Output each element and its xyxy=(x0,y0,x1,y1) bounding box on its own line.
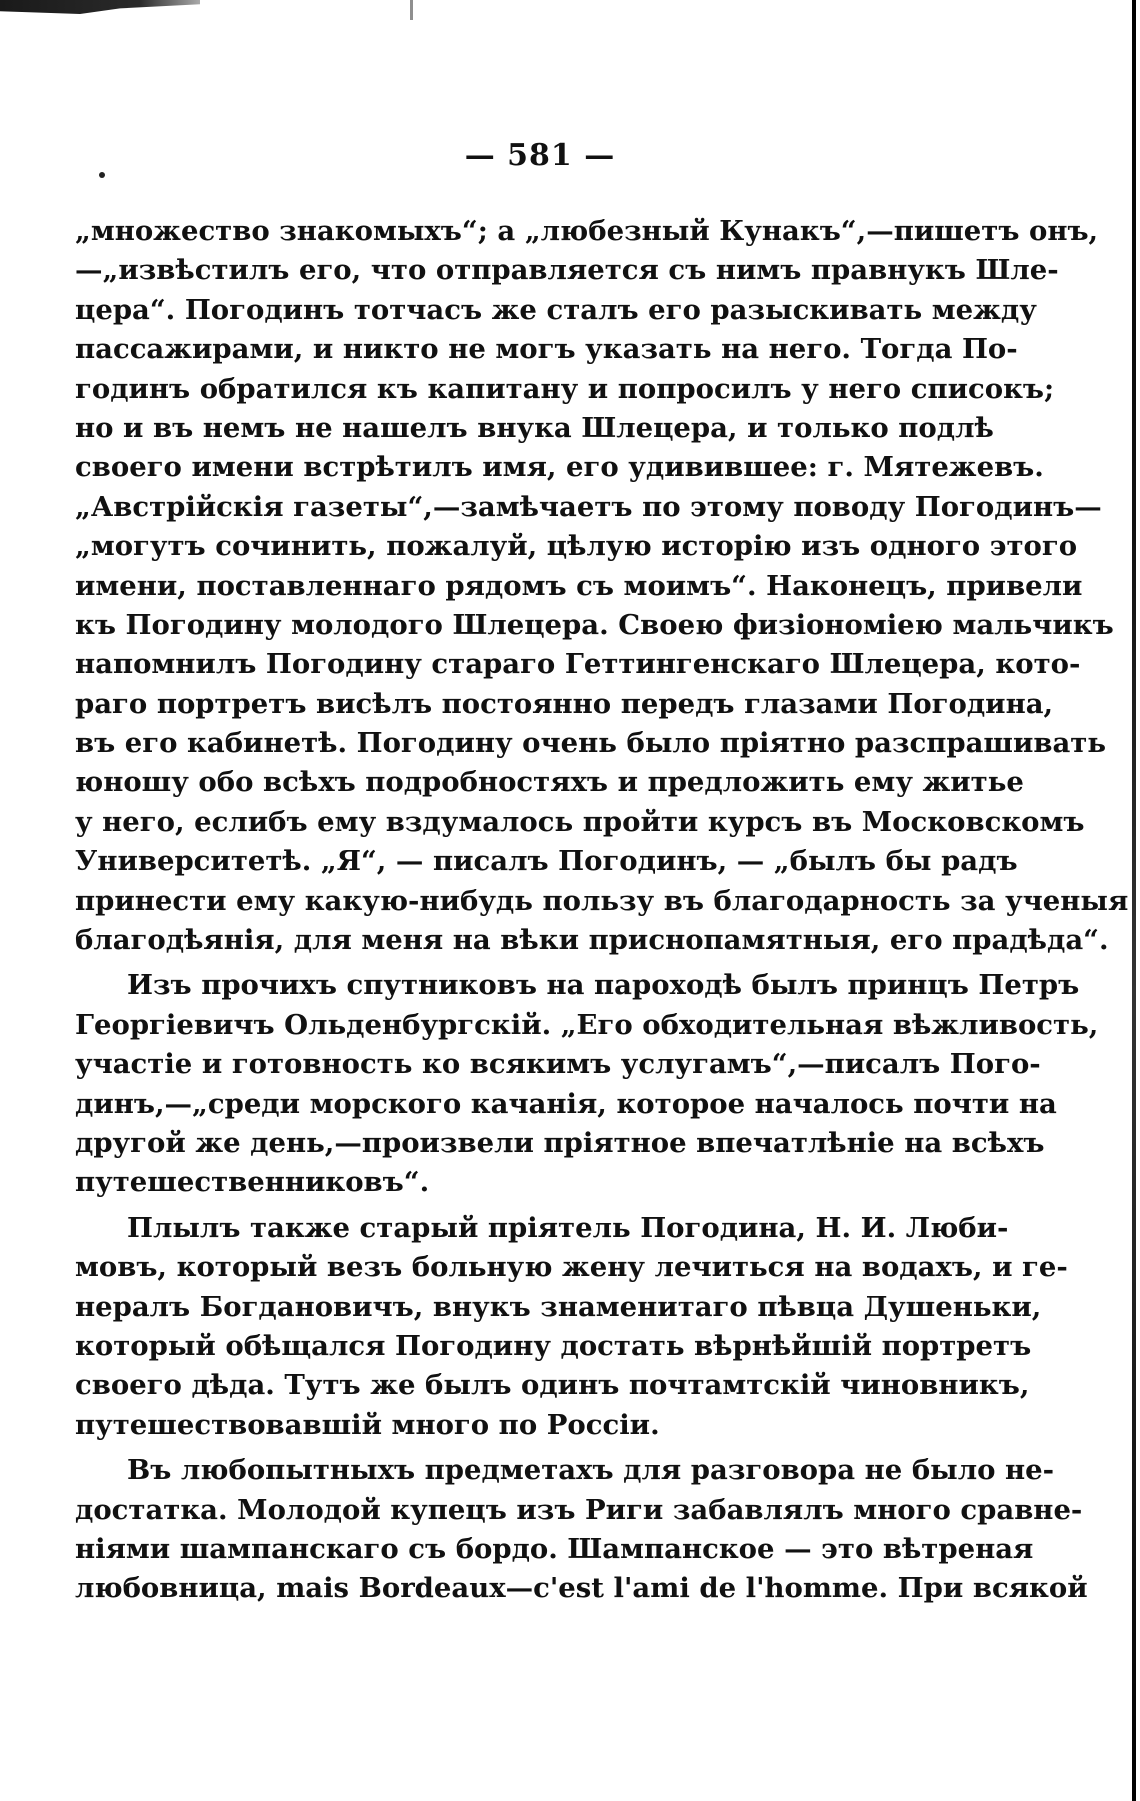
scan-artifact-top-left xyxy=(0,0,200,14)
scan-artifact-top-center xyxy=(410,0,413,20)
text-line: Плылъ также старый пріятель Погодина, Н. И. Люби- xyxy=(127,1211,1009,1244)
paragraph-4 xyxy=(75,1451,1088,1609)
text-line: достатка. Молодой купецъ изъ Риги забавлялъ много сравне- xyxy=(75,1493,1083,1526)
text-line: „множество знакомыхъ“; а „любезный Кунакъ“,—пишетъ онъ, xyxy=(75,215,1099,247)
text-line: путешествовавшій много по Россіи. xyxy=(75,1408,660,1441)
text-line: у него, еслибъ ему вздумалось пройти курсъ въ Московскомъ xyxy=(75,805,1085,838)
text-line: Изъ прочихъ спутниковъ на пароходѣ былъ принцъ Петръ xyxy=(127,969,1080,1002)
text-line: благодѣянія, для меня на вѣки приснопамятныя, его прадѣда“. xyxy=(75,924,1109,957)
text-line: напомнилъ Погодину стараго Геттингенскаго Шлецера, кото- xyxy=(75,648,1081,681)
text-line: къ Погодину молодого Шлецера. Своею физіономіею мальчикъ xyxy=(75,608,1114,641)
paragraph-3 xyxy=(75,1209,1068,1445)
paragraph-2 xyxy=(75,966,1099,1202)
text-line: своего имени встрѣтилъ имя, его удивившее: г. Мятежевъ. xyxy=(75,451,1044,484)
text-line: цера“. Погодинъ тотчасъ же сталъ его разыскивать между xyxy=(75,293,1037,326)
text-line: —„извѣстилъ его, что отправляется съ нимъ правнукъ Шле- xyxy=(75,254,1059,287)
body-text xyxy=(75,212,1129,1609)
text-line: Въ любопытныхъ предметахъ для разговора не было не- xyxy=(127,1454,1055,1487)
text-line: нералъ Богдановичъ, внукъ знаменитаго пѣвца Душеньки, xyxy=(75,1290,1042,1323)
text-line: имени, поставленнаго рядомъ съ моимъ“. Наконецъ, привели xyxy=(75,569,1083,602)
text-line: мовъ, который везъ больную жену лечиться на водахъ, и ге- xyxy=(75,1251,1068,1284)
text-line: своего дѣда. Тутъ же былъ одинъ почтамтскій чиновникъ, xyxy=(75,1369,1030,1402)
text-line: но и въ немъ не нашелъ внука Шлецера, и только подлѣ xyxy=(75,411,994,444)
paragraph-1 xyxy=(75,212,1129,960)
page-number: — 581 — xyxy=(464,138,616,173)
text-line: участіе и готовность ко всякимъ услугамъ“,—писалъ Пого- xyxy=(75,1048,1041,1081)
text-line: принести ему какую-нибудь пользу въ благодарность за ученыя xyxy=(75,884,1129,917)
text-line: ніями шампанскаго съ бордо. Шампанское — это вѣтреная xyxy=(75,1532,1034,1565)
scan-artifact-right-edge xyxy=(1132,0,1136,1801)
text-line: пассажирами, и никто не могъ указать на него. Тогда По- xyxy=(75,333,1018,366)
text-line: Университетѣ. „Я“, — писалъ Погодинъ, — „былъ бы радъ xyxy=(75,845,1018,878)
text-line: любовница, mais Bordeaux—c'est l'ami de l'homme. При всякой xyxy=(75,1572,1088,1605)
text-line: раго портретъ висѣлъ постоянно передъ глазами Погодина, xyxy=(75,687,1054,720)
text-line: который обѣщался Погодину достать вѣрнѣйшій портретъ xyxy=(75,1329,1032,1362)
text-line: путешественниковъ“. xyxy=(75,1166,430,1199)
text-line: динъ,—„среди морского качанія, которое началось почти на xyxy=(75,1087,1057,1120)
text-line: юношу обо всѣхъ подробностяхъ и предложить ему житье xyxy=(75,766,1024,799)
text-line: Георгіевичъ Ольденбургскій. „Его обходительная вѣжливость, xyxy=(75,1008,1099,1041)
text-line: въ его кабинетѣ. Погодину очень было пріятно разспрашивать xyxy=(75,727,1106,760)
text-line: годинъ обратился къ капитану и попросилъ у него списокъ; xyxy=(75,372,1055,405)
text-line: „Австрійскія газеты“,—замѣчаетъ по этому поводу Погодинъ— xyxy=(75,490,1102,523)
text-line: „могутъ сочинить, пожалуй, цѣлую исторію изъ одного этого xyxy=(75,530,1078,563)
text-line: другой же день,—произвели пріятное впечатлѣніе на всѣхъ xyxy=(75,1126,1045,1159)
